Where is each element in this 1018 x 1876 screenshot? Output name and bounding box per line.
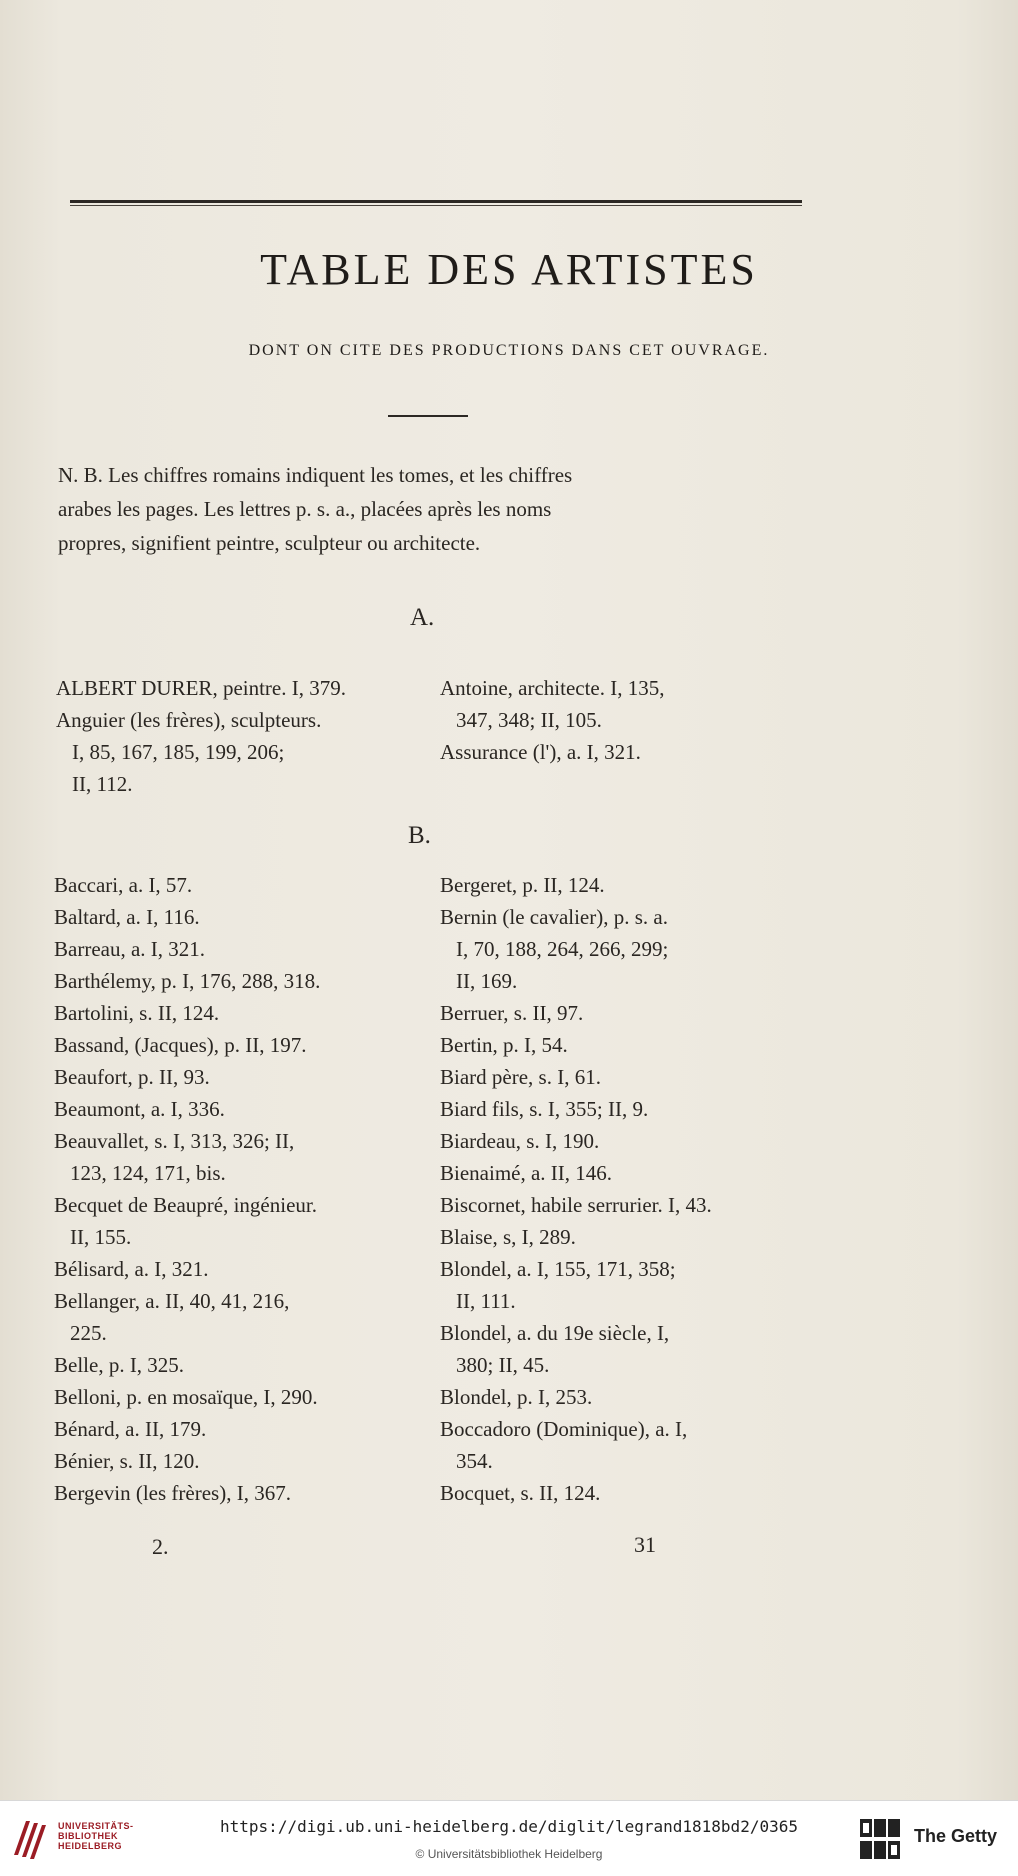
- index-entry: Bergevin (les frères), I, 367.: [54, 1481, 291, 1505]
- section-b-left-column: [54, 869, 424, 1509]
- viewer-footer: [0, 1800, 1018, 1876]
- section-letter-a: A.: [410, 604, 435, 631]
- index-entry: 354.: [456, 1449, 493, 1473]
- index-entry: II, 169.: [456, 969, 518, 993]
- section-a-left-column: [56, 672, 416, 800]
- getty-logo-icon[interactable]: [858, 1817, 902, 1861]
- index-entry: Biardeau, s. I, 190.: [440, 1129, 600, 1153]
- index-entry: Bergeret, p. II, 124.: [440, 873, 605, 897]
- index-entry: 225.: [70, 1321, 107, 1345]
- copyright-notice: © Universitätsbibliothek Heidelberg: [415, 1847, 603, 1861]
- index-entry: Blaise, s, I, 289.: [440, 1225, 576, 1249]
- section-letter-b: B.: [408, 822, 431, 849]
- permalink-url[interactable]: https://digi.ub.uni-heidelberg.de/diglit/legrand1818bd2/0365: [220, 1817, 798, 1836]
- note-line: N. B. Les chiffres romains indiquent les tomes, et les chiffres: [58, 463, 573, 487]
- library-name-line: BIBLIOTHEK: [58, 1831, 118, 1841]
- section-a-right-column: [440, 672, 800, 768]
- index-entry: Bélisard, a. I, 321.: [54, 1257, 209, 1281]
- index-entry: Bassand, (Jacques), p. II, 197.: [54, 1033, 307, 1057]
- top-rule: [70, 200, 802, 203]
- index-entry: II, 112.: [72, 772, 133, 796]
- index-entry: I, 85, 167, 185, 199, 206;: [72, 740, 285, 764]
- index-entry: 347, 348; II, 105.: [456, 708, 602, 732]
- index-entry: I, 70, 188, 264, 266, 299;: [456, 937, 669, 961]
- index-entry: Becquet de Beaupré, ingénieur.: [54, 1193, 317, 1217]
- note-line: propres, signifient peintre, sculpteur ou architecte.: [58, 531, 481, 555]
- index-entry: Beauvallet, s. I, 313, 326; II,: [54, 1129, 295, 1153]
- index-entry: Anguier (les frères), sculpteurs.: [56, 708, 322, 732]
- index-entry: Baltard, a. I, 116.: [54, 905, 200, 929]
- signature-mark: 2.: [152, 1534, 169, 1559]
- index-entry: Berruer, s. II, 97.: [440, 1001, 584, 1025]
- index-entry: Biscornet, habile serrurier. I, 43.: [440, 1193, 712, 1217]
- note-line: arabes les pages. Les lettres p. s. a., placées après les noms: [58, 497, 552, 521]
- index-entry: II, 111.: [456, 1289, 516, 1313]
- getty-label[interactable]: The Getty: [914, 1826, 998, 1846]
- index-entry: Belloni, p. en mosaïque, I, 290.: [54, 1385, 318, 1409]
- index-entry: Bénier, s. II, 120.: [54, 1449, 200, 1473]
- index-entry: Baccari, a. I, 57.: [54, 873, 193, 897]
- index-entry: 123, 124, 171, bis.: [70, 1161, 226, 1185]
- page-title: TABLE DES ARTISTES: [260, 245, 758, 294]
- short-divider: [388, 415, 468, 417]
- index-entry: Bénard, a. II, 179.: [54, 1417, 207, 1441]
- index-entry: Bocquet, s. II, 124.: [440, 1481, 601, 1505]
- index-entry: II, 155.: [70, 1225, 132, 1249]
- index-entry: Blondel, p. I, 253.: [440, 1385, 593, 1409]
- index-entry: Biard fils, s. I, 355; II, 9.: [440, 1097, 649, 1121]
- index-entry: ALBERT DURER, peintre. I, 379.: [56, 676, 346, 700]
- index-entry: Blondel, a. du 19e siècle, I,: [440, 1321, 670, 1345]
- index-entry: Belle, p. I, 325.: [54, 1353, 185, 1377]
- index-entry: Beaufort, p. II, 93.: [54, 1065, 210, 1089]
- index-entry: Barthélemy, p. I, 176, 288, 318.: [54, 969, 321, 993]
- index-entry: Antoine, architecte. I, 135,: [440, 676, 665, 700]
- index-entry: Bellanger, a. II, 40, 41, 216,: [54, 1289, 290, 1313]
- index-entry: Bernin (le cavalier), p. s. a.: [440, 905, 668, 929]
- index-entry: Bienaimé, a. II, 146.: [440, 1161, 613, 1185]
- page-subtitle: DONT ON CITE DES PRODUCTIONS DANS CET OUVRAGE.: [248, 342, 770, 359]
- index-entry: Boccadoro (Dominique), a. I,: [440, 1417, 688, 1441]
- section-b-right-column: [440, 869, 810, 1509]
- index-entry: Assurance (l'), a. I, 321.: [440, 740, 641, 764]
- index-entry: Barreau, a. I, 321.: [54, 937, 206, 961]
- index-entry: Bertin, p. I, 54.: [440, 1033, 568, 1057]
- library-name-line: HEIDELBERG: [58, 1841, 123, 1851]
- index-entry: Biard père, s. I, 61.: [440, 1065, 601, 1089]
- index-entry: Beaumont, a. I, 336.: [54, 1097, 225, 1121]
- library-name-line: UNIVERSITÄTS-: [58, 1821, 134, 1831]
- index-entry: 380; II, 45.: [456, 1353, 550, 1377]
- note-paragraph: [58, 458, 794, 560]
- index-entry: Bartolini, s. II, 124.: [54, 1001, 220, 1025]
- index-entry: Blondel, a. I, 155, 171, 358;: [440, 1257, 676, 1281]
- page-number: 31: [634, 1532, 656, 1557]
